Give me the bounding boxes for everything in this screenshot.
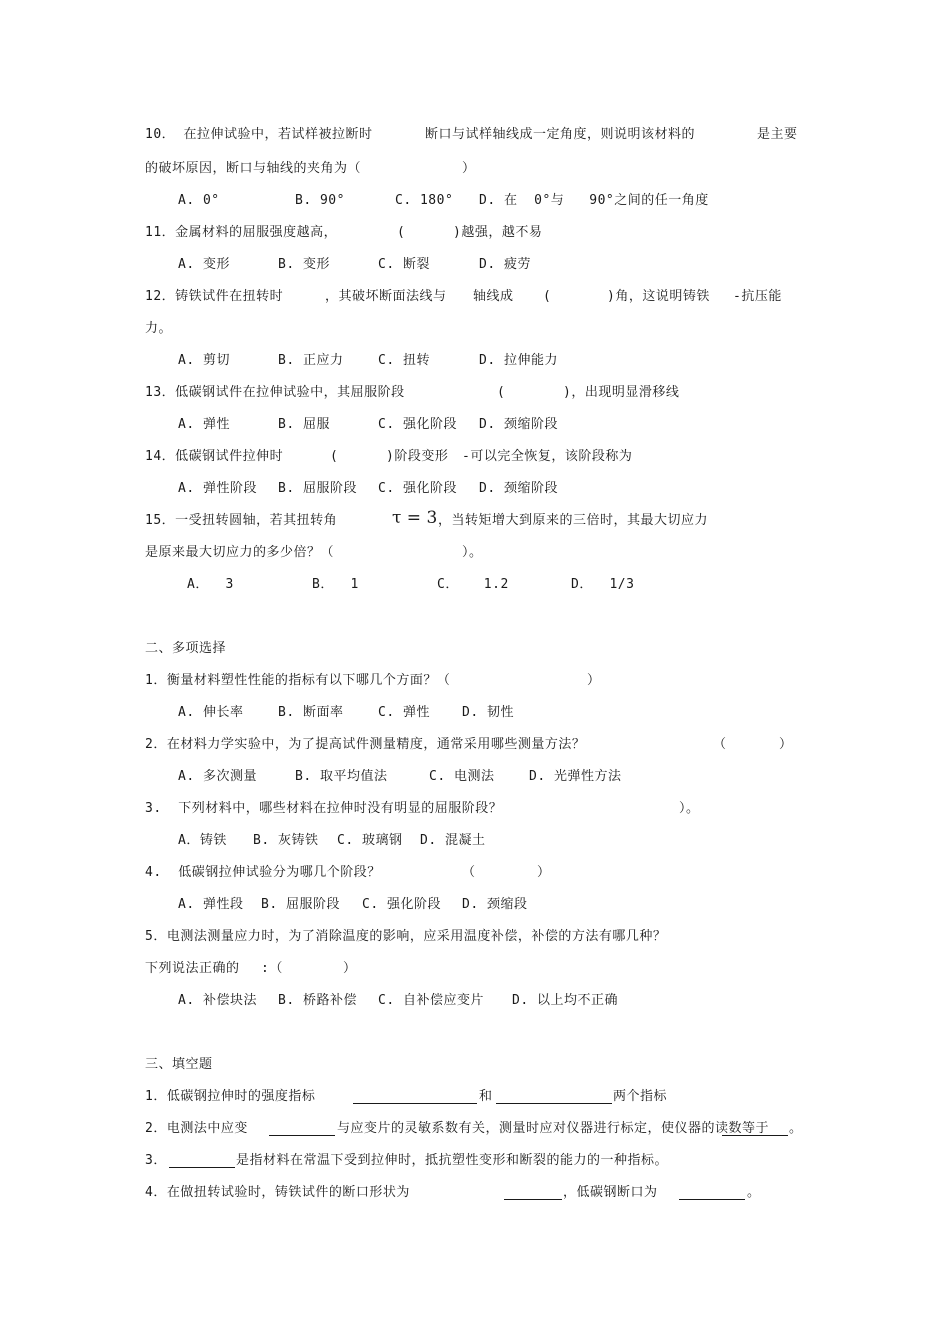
q10-paren-close: ） <box>462 161 476 176</box>
multi-q5-option-d: D. 以上均不正确 <box>512 993 618 1008</box>
q15-text-line2: 是原来最大切应力的多少倍？（ <box>145 545 335 560</box>
fill-q1-connector: 和 <box>479 1089 493 1104</box>
multi-q2-option-a: A. 多次测量 <box>178 769 257 784</box>
q12-text-part4: )角，这说明铸铁 <box>607 289 710 304</box>
q10-text-line2: 的破坏原因，断口与轴线的夹角为（ <box>145 161 362 176</box>
q11-option-a: A. 变形 <box>178 257 230 272</box>
q12-option-d: D. 拉伸能力 <box>479 353 558 368</box>
q15-option-c: C． 1.2 <box>437 577 509 592</box>
multi-q2-paren-close: ） <box>779 737 793 752</box>
multi-q2-option-c: C. 电测法 <box>429 769 495 784</box>
fill-q3-text: 是指材料在常温下受到拉伸时，抵抗塑性变形和断裂的能力的一种指标。 <box>236 1153 669 1168</box>
multi-q5-option-a: A. 补偿块法 <box>178 993 257 1008</box>
fill-q2-text: 2．电测法中应变 <box>145 1121 248 1136</box>
multi-q1-option-c: C. 弹性 <box>378 705 430 720</box>
q12-text-line2: 力。 <box>145 321 173 336</box>
multi-q1-option-d: D. 韧性 <box>462 705 514 720</box>
fill-q3-number: 3． <box>145 1153 167 1168</box>
multi-q5-text: 5．电测法测量应力时，为了消除温度的影响，应采用温度补偿，补偿的方法有哪几种？ <box>145 929 667 944</box>
q11-text: 11．金属材料的屈服强度越高， <box>145 225 338 240</box>
q11-paren-open: ( <box>397 225 406 240</box>
multi-q3-option-a: A．铸铁 <box>178 833 227 848</box>
q13-text: 13．低碳钢试件在拉伸试验中，其屈服阶段 <box>145 385 405 400</box>
q11-option-d: D. 疲劳 <box>479 257 531 272</box>
q13-option-d: D. 颈缩阶段 <box>479 417 558 432</box>
multi-q2-option-b: B. 取平均值法 <box>295 769 388 784</box>
q15-text-end: ，当转矩增大到原来的三倍时，其最大切应力 <box>438 513 709 528</box>
q13-option-a: A. 弹性 <box>178 417 230 432</box>
q10-option-b: B. 90° <box>295 193 345 208</box>
multi-q3-option-b: B. 灰铸铁 <box>253 833 319 848</box>
q12-text-part1: 12．铸铁试件在扭转时 <box>145 289 284 304</box>
fill-q4-text-mid: ，低碳钢断口为 <box>563 1185 658 1200</box>
q14-option-c: C. 强化阶段 <box>378 481 457 496</box>
multi-q4-option-b: B. 屈服阶段 <box>261 897 340 912</box>
q10-option-a: A. 0° <box>178 193 220 208</box>
q15-formula-tau: τ = 3 <box>392 508 438 528</box>
q15-option-b: B． 1 <box>312 577 359 592</box>
q10-text-part1: 10． 在拉伸试验中，若试样被拉断时 <box>145 127 373 142</box>
q15-paren-close: ）。 <box>462 545 483 560</box>
section-fill-heading: 三、填空题 <box>145 1057 213 1072</box>
section-multi-heading: 二、多项选择 <box>145 641 227 656</box>
multi-q5-text-line2: 下列说法正确的 <box>145 961 240 976</box>
multi-q4-option-d: D. 颈缩段 <box>462 897 528 912</box>
multi-q4-paren-close: ） <box>537 865 551 880</box>
fill-q2-blank-2[interactable] <box>722 1135 788 1136</box>
q10-option-d: D. 在 0°与 90°之间的任一角度 <box>479 193 709 208</box>
multi-q1-text: 1．衡量材料塑性性能的指标有以下哪几个方面？（ <box>145 673 451 688</box>
multi-q4-text: 4. 低碳钢拉伸试验分为哪几个阶段？ <box>145 865 381 880</box>
fill-q4-text: 4．在做扭转试验时，铸铁试件的断口形状为 <box>145 1185 410 1200</box>
q14-paren-open: ( <box>330 449 339 464</box>
multi-q1-paren-close: ） <box>587 673 601 688</box>
multi-q5-paren-close: ） <box>343 961 357 976</box>
q15-option-d: D． 1/3 <box>571 577 635 592</box>
multi-q5-option-b: B. 桥路补偿 <box>278 993 357 1008</box>
multi-q2-text: 2．在材料力学实验中，为了提高试件测量精度，通常采用哪些测量方法？ <box>145 737 586 752</box>
fill-q1-text-end: 两个指标 <box>613 1089 668 1104</box>
fill-q1-blank-2[interactable] <box>496 1103 612 1104</box>
q13-option-c: C. 强化阶段 <box>378 417 457 432</box>
fill-q2-text-end: 。 <box>789 1121 803 1136</box>
q13-option-b: B. 屈服 <box>278 417 330 432</box>
multi-q1-option-b: B. 断面率 <box>278 705 344 720</box>
fill-q1-text: 1．低碳钢拉伸时的强度指标 <box>145 1089 316 1104</box>
q15-option-a: A． 3 <box>187 577 234 592</box>
multi-q2-paren-open: （ <box>713 737 727 752</box>
q14-text: 14．低碳钢试件拉伸时 <box>145 449 284 464</box>
q11-option-b: B. 变形 <box>278 257 330 272</box>
q14-option-b: B. 屈服阶段 <box>278 481 357 496</box>
q14-option-d: D. 颈缩阶段 <box>479 481 558 496</box>
q13-paren-open: ( <box>497 385 506 400</box>
q14-option-a: A. 弹性阶段 <box>178 481 257 496</box>
q15-text: 15．一受扭转圆轴，若其扭转角 <box>145 513 338 528</box>
multi-q1-option-a: A. 伸长率 <box>178 705 244 720</box>
multi-q3-text: 3. 下列材料中，哪些材料在拉伸时没有明显的屈服阶段？ <box>145 801 503 816</box>
q12-option-a: A. 剪切 <box>178 353 230 368</box>
multi-q3-paren-close: ）。 <box>679 801 700 816</box>
multi-q5-paren-open: :（ <box>261 961 283 976</box>
q11-text-end: )越强，越不易 <box>453 225 543 240</box>
multi-q3-option-c: C. 玻璃钢 <box>337 833 403 848</box>
multi-q2-option-d: D. 光弹性方法 <box>529 769 622 784</box>
multi-q5-option-c: C. 自补偿应变片 <box>378 993 484 1008</box>
fill-q2-blank-1[interactable] <box>269 1135 335 1136</box>
multi-q4-paren-open: （ <box>462 865 476 880</box>
fill-q2-text-mid: 与应变片的灵敏系数有关，测量时应对仪器进行标定，使仪器的读数等于 <box>337 1121 770 1136</box>
q12-option-c: C. 扭转 <box>378 353 430 368</box>
q14-text-end: -可以完全恢复，该阶段称为 <box>462 449 633 464</box>
multi-q3-option-d: D. 混凝土 <box>420 833 486 848</box>
fill-q4-text-end: 。 <box>747 1185 761 1200</box>
q11-option-c: C. 断裂 <box>378 257 430 272</box>
fill-q1-blank-1[interactable] <box>353 1103 477 1104</box>
q10-text-part2: 断口与试样轴线成一定角度，则说明该材料的 <box>425 127 696 142</box>
fill-q4-blank-1[interactable] <box>504 1199 562 1200</box>
q12-option-b: B. 正应力 <box>278 353 344 368</box>
q12-text-part3: 轴线成 <box>473 289 514 304</box>
q13-text-end: )，出现明显滑移线 <box>563 385 680 400</box>
q12-text-part5: -抗压能 <box>733 289 782 304</box>
q10-option-c: C. 180° <box>395 193 454 208</box>
q12-text-part2: ，其破坏断面法线与 <box>325 289 447 304</box>
q12-paren-open: ( <box>543 289 552 304</box>
multi-q4-option-a: A. 弹性段 <box>178 897 244 912</box>
q14-text-mid: )阶段变形 <box>386 449 449 464</box>
q10-text-part3: 是主要 <box>757 127 798 142</box>
multi-q4-option-c: C. 强化阶段 <box>362 897 441 912</box>
fill-q4-blank-2[interactable] <box>679 1199 745 1200</box>
fill-q3-blank-1[interactable] <box>169 1167 235 1168</box>
